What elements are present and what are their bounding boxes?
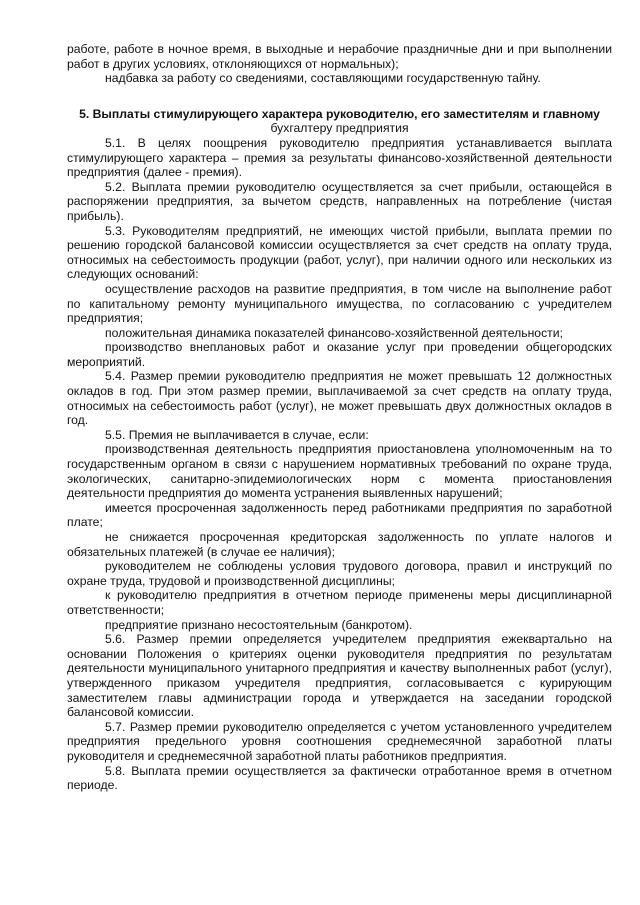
paragraph-5-1: 5.1. В целях поощрения руководителю предприятия устанавливается выплата стимулирующего характера – премия за результаты финансово-хозяйственной деятельности предприятия (далее - премия). — [67, 135, 612, 180]
paragraph-continuation: работе, работе в ночное время, в выходные и нерабочие праздничные дни и при выполнении работ в других условиях, отклоняющихся от нормальных); — [67, 42, 612, 71]
paragraph-5-5-c: не снижается просроченная кредиторская задолженность по уплате налогов и обязательных платежей (в случае ее наличия); — [67, 530, 612, 559]
document-page — [67, 42, 612, 793]
paragraph-5-3: 5.3. Руководителям предприятий, не имеющих чистой прибыли, выплата премии по решению городской балансовой комиссии осуществляется за счет средств на оплату труда, относимых на себестоимость продукции (работ, услуг), при наличии одного или нескольких из следующих оснований: — [67, 223, 612, 282]
section-5-heading-rest: бухгалтеру предприятия — [270, 121, 409, 136]
paragraph-5-5-f: предприятие признано несостоятельным (банкротом). — [105, 617, 413, 632]
paragraph-5-5-d: руководителем не соблюдены условия трудового договора, правил и инструкций по охране труда, трудовой и производственной дисциплины; — [67, 559, 612, 588]
section-5-heading — [67, 107, 612, 136]
paragraph-5-5-b: имеется просроченная задолженность перед работниками предприятия по заработной плате; — [67, 500, 612, 530]
paragraph-5-3-c: производство внеплановых работ и оказание услуг при проведении общегородских мероприятий. — [67, 340, 612, 369]
paragraph-5-5: 5.5. Премия не выплачивается в случае, если: — [105, 427, 369, 442]
paragraph-5-8: 5.8. Выплата премии осуществляется за фактически отработанное время в отчетном периоде. — [67, 763, 612, 793]
paragraph-5-5-e: к руководителю предприятия в отчетном периоде применены меры дисциплинарной ответственности; — [67, 588, 612, 617]
paragraph-5-6: 5.6. Размер премии определяется учредителем предприятия ежеквартально на основании Положения о критериях оценки руководителя предприятия по результатам деятельности муниципального унитарного предприятия и качеству выполненных работ (услуг), утвержденного приказом учредителя предприятия, согласовывается с курирующим заместителем главы администрации города и утверждается на заседании городской балансовой комиссии. — [67, 632, 612, 720]
section-5-heading-bold: 5. Выплаты стимулирующего характера руководителю, его заместителям и главному — [79, 106, 600, 121]
paragraph-5-2: 5.2. Выплата премии руководителю осуществляется за счет прибыли, остающейся в распоряжении предприятия, за вычетом средств, направленных на потребление (чистая прибыль). — [67, 179, 612, 223]
paragraph-5-5-a: производственная деятельность предприятия приостановлена уполномоченным на то государственным органом в связи с нарушением нормативных требований по охране труда, экологических, санитарно-эпидемиологических норм с момента приостановления деятельности предприятия до момента устранения выявленных нарушений; — [67, 442, 612, 501]
paragraph-5-3-b: положительная динамика показателей финансово-хозяйственной деятельности; — [105, 325, 563, 340]
paragraph-5-4: 5.4. Размер премии руководителю предприятия не может превышать 12 должностных окладов в год. При этом размер премии, выплачиваемой за счет средств на оплату труда, относимых на себестоимость работ (услуг), не может превышать двух должностных окладов в год. — [67, 369, 612, 428]
paragraph-secret-allowance: надбавка за работу со сведениями, составляющими государственную тайну. — [105, 71, 541, 86]
paragraph-5-7: 5.7. Размер премии руководителю определяется с учетом установленного учредителем предприятия предельного уровня соотношения среднемесячной заработной платы руководителя и среднемесячной заработной платы работников предприятия. — [67, 719, 612, 763]
paragraph-5-3-a: осуществление расходов на развитие предприятия, в том числе на выполнение работ по капитальному ремонту муниципального имущества, по согласованию с учредителем предприятия; — [67, 281, 612, 326]
